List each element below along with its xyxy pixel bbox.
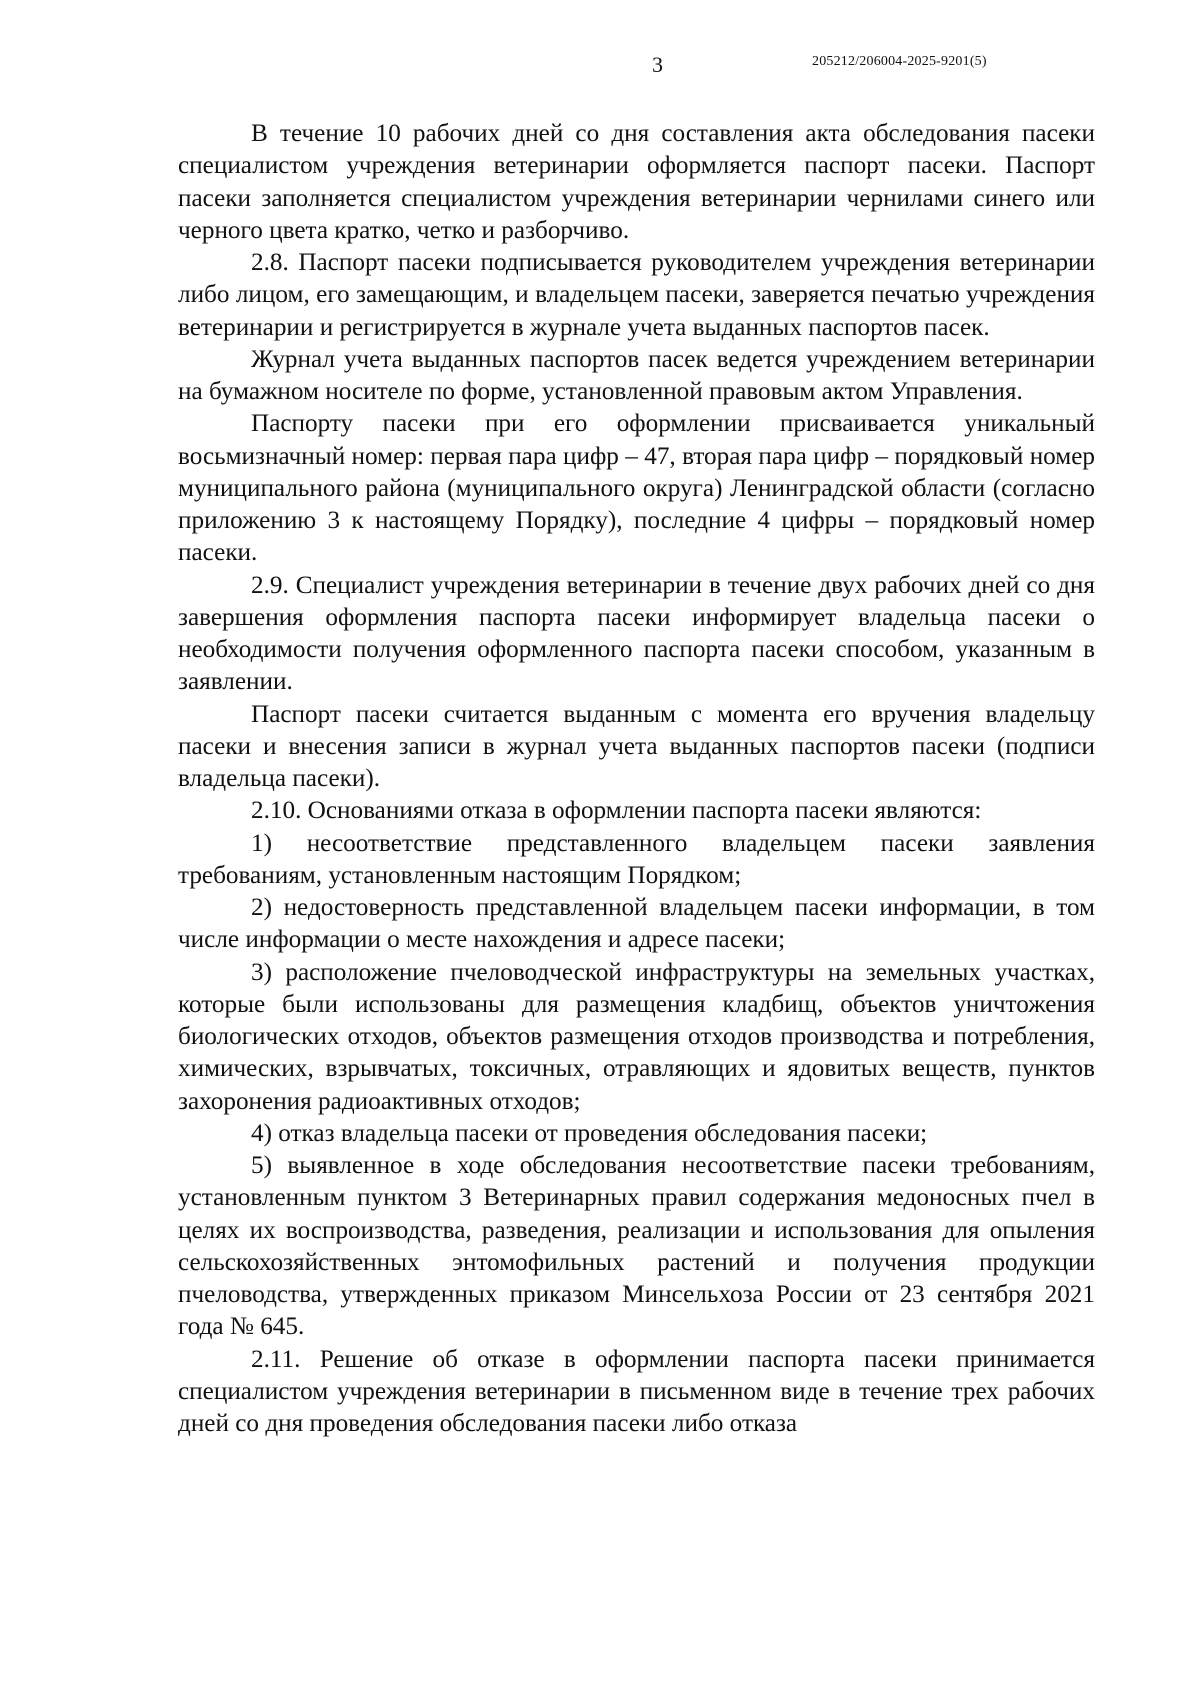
list-item-3: 3) расположение пчеловодческой инфраструктуры на земельных участках, которые были использованы для размещения кладбищ, объектов уничтожения биологических отходов, объектов размещения отходов производства и потребления, химических, взрывчатых, токсичных, отравляющих и ядовитых веществ, пунктов захоронения радиоактивных отходов; [178,958,1095,1115]
list-item-4: 4) отказ владельца пасеки от проведения обследования пасеки; [251,1119,928,1147]
paragraph-2-10: 2.10. Основаниями отказа в оформлении паспорта пасеки являются: [251,797,982,825]
paragraph-2-8: 2.8. Паспорт пасеки подписывается руководителем учреждения ветеринарии либо лицом, его замещающим, и владельцем пасеки, заверяется печатью учреждения ветеринарии и регистрируется в журнале учета выданных паспортов пасек. [178,249,1095,341]
paragraph-journal: Журнал учета выданных паспортов пасек ведется учреждением ветеринарии на бумажном носителе по форме, установленной правовым актом Управления. [178,345,1095,405]
paragraph-2-9: 2.9. Специалист учреждения ветеринарии в течение двух рабочих дней со дня завершения оформления паспорта пасеки информирует владельца пасеки о необходимости получения оформленного паспорта пасеки способом, указанным в заявлении. [178,571,1095,696]
list-item-1: 1) несоответствие представленного владельцем пасеки заявления требованиям, установленным настоящим Порядком; [178,829,1095,889]
page-number: 3 [652,52,663,77]
paragraph-unique-number: Паспорту пасеки при его оформлении присваивается уникальный восьмизначный номер: первая пара цифр – 47, вторая пара цифр – порядковый номер муниципального района (муниципального округа) Ленинградской области (согласно приложению 3 к настоящему Порядку), последние 4 цифры – порядковый номер пасеки. [178,410,1095,567]
paragraph-2-11: 2.11. Решение об отказе в оформлении паспорта пасеки принимается специалистом учреждения ветеринарии в письменном виде в течение трех рабочих дней со дня проведения обследования пасеки либо отказа [178,1345,1095,1437]
paragraph-passport-issued: Паспорт пасеки считается выданным с момента его вручения владельцу пасеки и внесения записи в журнал учета выданных паспортов пасеки (подписи владельца пасеки). [178,700,1095,792]
list-item-5: 5) выявленное в ходе обследования несоответствие пасеки требованиям, установленным пунктом 3 Ветеринарных правил содержания медоносных пчел в целях их воспроизводства, разведения, реализации и использования для опыления сельскохозяйственных энтомофильных растений и получения продукции пчеловодства, утвержденных приказом Минсельхоза России от 23 сентября 2021 года № 645. [178,1152,1095,1341]
document-body [178,118,1095,1440]
list-item-2: 2) недостоверность представленной владельцем пасеки информации, в том числе информации о месте нахождения и адресе пасеки; [178,894,1095,954]
document-code: 205212/206004-2025-9201(5) [812,54,987,69]
paragraph-passport-issuance: В течение 10 рабочих дней со дня составления акта обследования пасеки специалистом учреждения ветеринарии оформляется паспорт пасеки. Паспорт пасеки заполняется специалистом учреждения ветеринарии чернилами синего или черного цвета кратко, четко и разборчиво. [178,120,1095,244]
